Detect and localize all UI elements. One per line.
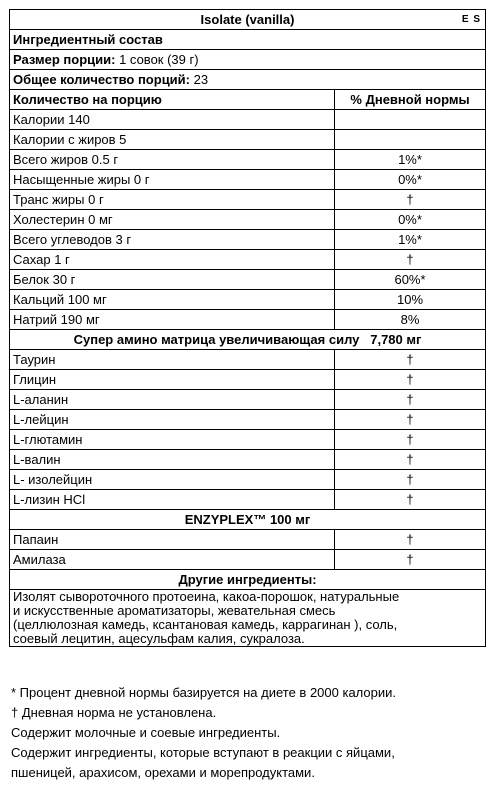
- other-ingredients-row: [10, 590, 486, 647]
- ingredient-line: Изолят сывороточного протоеина, какоа-порошок, натуральные: [13, 589, 400, 604]
- amino-dv: †: [335, 470, 486, 490]
- nutrient-dv: †: [335, 250, 486, 270]
- amino-dv: †: [335, 490, 486, 510]
- amino-row: [10, 450, 486, 470]
- ingredient-line: (целлюлозная камедь, ксантановая камедь, каррагинан ), соль,: [13, 617, 398, 632]
- serving-size-row: [10, 50, 486, 70]
- nutrient-dv: 1%*: [335, 150, 486, 170]
- amino-name: L-лейцин: [10, 410, 335, 430]
- nutrient-name: Всего углеводов 3 г: [10, 230, 335, 250]
- nutrient-name: Калории 140: [10, 110, 335, 130]
- nutrient-dv: 10%: [335, 290, 486, 310]
- nutrient-dv: 0%*: [335, 170, 486, 190]
- nutrient-row: [10, 190, 486, 210]
- nutrient-dv: [335, 130, 486, 150]
- column-header-row: [10, 90, 486, 110]
- footnote-line: пшеницей, арахисом, орехами и морепродуктами.: [11, 765, 315, 780]
- amino-row: [10, 490, 486, 510]
- ingredient-line: и искусственные ароматизаторы, жевательная смесь: [13, 603, 336, 618]
- enzyme-row: [10, 530, 486, 550]
- amino-dv: †: [335, 350, 486, 370]
- nutrient-name: Насыщенные жиры 0 г: [10, 170, 335, 190]
- amino-name: L-глютамин: [10, 430, 335, 450]
- enzyme-dv: †: [335, 530, 486, 550]
- daily-value-header: % Дневной нормы: [335, 90, 486, 110]
- amino-name: Таурин: [10, 350, 335, 370]
- supplement-facts-table: [9, 9, 486, 647]
- amount-per-serving-header: Количество на порцию: [10, 90, 335, 110]
- amino-dv: †: [335, 410, 486, 430]
- other-ingredients-header: Другие ингредиенты:: [10, 570, 486, 590]
- enzyme-header-row: [10, 510, 486, 530]
- corner-code: E S: [461, 14, 482, 25]
- nutrient-row: [10, 310, 486, 330]
- amino-row: [10, 350, 486, 370]
- serving-size-cell: [10, 50, 486, 70]
- amino-row: [10, 430, 486, 450]
- nutrient-dv: 8%: [335, 310, 486, 330]
- nutrient-row: [10, 250, 486, 270]
- ingredient-header-row: [10, 30, 486, 50]
- nutrient-dv: 60%*: [335, 270, 486, 290]
- servings-row: [10, 70, 486, 90]
- title-row: [10, 10, 486, 30]
- nutrient-dv: 0%*: [335, 210, 486, 230]
- nutrient-name: Сахар 1 г: [10, 250, 335, 270]
- amino-dv: †: [335, 450, 486, 470]
- amino-dv: †: [335, 370, 486, 390]
- nutrient-name: Транс жиры 0 г: [10, 190, 335, 210]
- enzyme-dv: †: [335, 550, 486, 570]
- amino-dv: †: [335, 390, 486, 410]
- nutrient-name: Белок 30 г: [10, 270, 335, 290]
- enzyme-row: [10, 550, 486, 570]
- nutrient-name: Калории с жиров 5: [10, 130, 335, 150]
- amino-name: L-валин: [10, 450, 335, 470]
- amino-dv: †: [335, 430, 486, 450]
- enzyme-name: Папаин: [10, 530, 335, 550]
- nutrient-dv: [335, 110, 486, 130]
- product-title: Isolate (vanilla): [200, 11, 295, 27]
- amino-row: [10, 470, 486, 490]
- nutrient-row: [10, 270, 486, 290]
- amino-header-row: [10, 330, 486, 350]
- footnote-line: * Процент дневной нормы базируется на диете в 2000 калории.: [11, 685, 397, 700]
- nutrient-name: Всего жиров 0.5 г: [10, 150, 335, 170]
- amino-matrix-header: Супер амино матрица увеличивающая силу 7,780 мг: [10, 330, 486, 350]
- serving-size-value: 1 совок (39 г): [119, 51, 199, 67]
- servings-cell: [10, 70, 486, 90]
- nutrient-row: [10, 170, 486, 190]
- amino-name: L-лизин HCl: [10, 490, 335, 510]
- nutrient-name: Холестерин 0 мг: [10, 210, 335, 230]
- other-header-row: [10, 570, 486, 590]
- nutrient-row: [10, 210, 486, 230]
- nutrient-dv: 1%*: [335, 230, 486, 250]
- amino-name: L-аланин: [10, 390, 335, 410]
- ingredient-header: Ингредиентный состав: [10, 30, 486, 50]
- amino-name: L- изолейцин: [10, 470, 335, 490]
- other-ingredients-text: [10, 590, 486, 647]
- enzyplex-header: ENZYPLEX™ 100 мг: [10, 510, 486, 530]
- nutrient-row: [10, 150, 486, 170]
- ingredient-line: соевый лецитин, ацесульфам калия, сукралоза.: [13, 631, 305, 646]
- amino-row: [10, 370, 486, 390]
- amino-row: [10, 410, 486, 430]
- amino-name: Глицин: [10, 370, 335, 390]
- nutrient-dv: †: [335, 190, 486, 210]
- serving-size-label: Размер порции:: [13, 51, 116, 67]
- nutrient-row: [10, 290, 486, 310]
- footnote-line: Содержит молочные и соевые ингредиенты.: [11, 725, 281, 740]
- nutrient-name: Кальций 100 мг: [10, 290, 335, 310]
- servings-value: 23: [193, 71, 209, 87]
- nutrient-row: [10, 230, 486, 250]
- nutrient-row: [10, 130, 486, 150]
- nutrient-name: Натрий 190 мг: [10, 310, 335, 330]
- amino-row: [10, 390, 486, 410]
- footnote-line: † Дневная норма не установлена.: [11, 705, 217, 720]
- nutrient-row: [10, 110, 486, 130]
- servings-label: Общее количество порций:: [13, 71, 190, 87]
- footnotes: [11, 683, 487, 783]
- product-title-cell: [10, 10, 486, 30]
- footnote-line: Содержит ингредиенты, которые вступают в реакции с яйцами,: [11, 745, 395, 760]
- enzyme-name: Амилаза: [10, 550, 335, 570]
